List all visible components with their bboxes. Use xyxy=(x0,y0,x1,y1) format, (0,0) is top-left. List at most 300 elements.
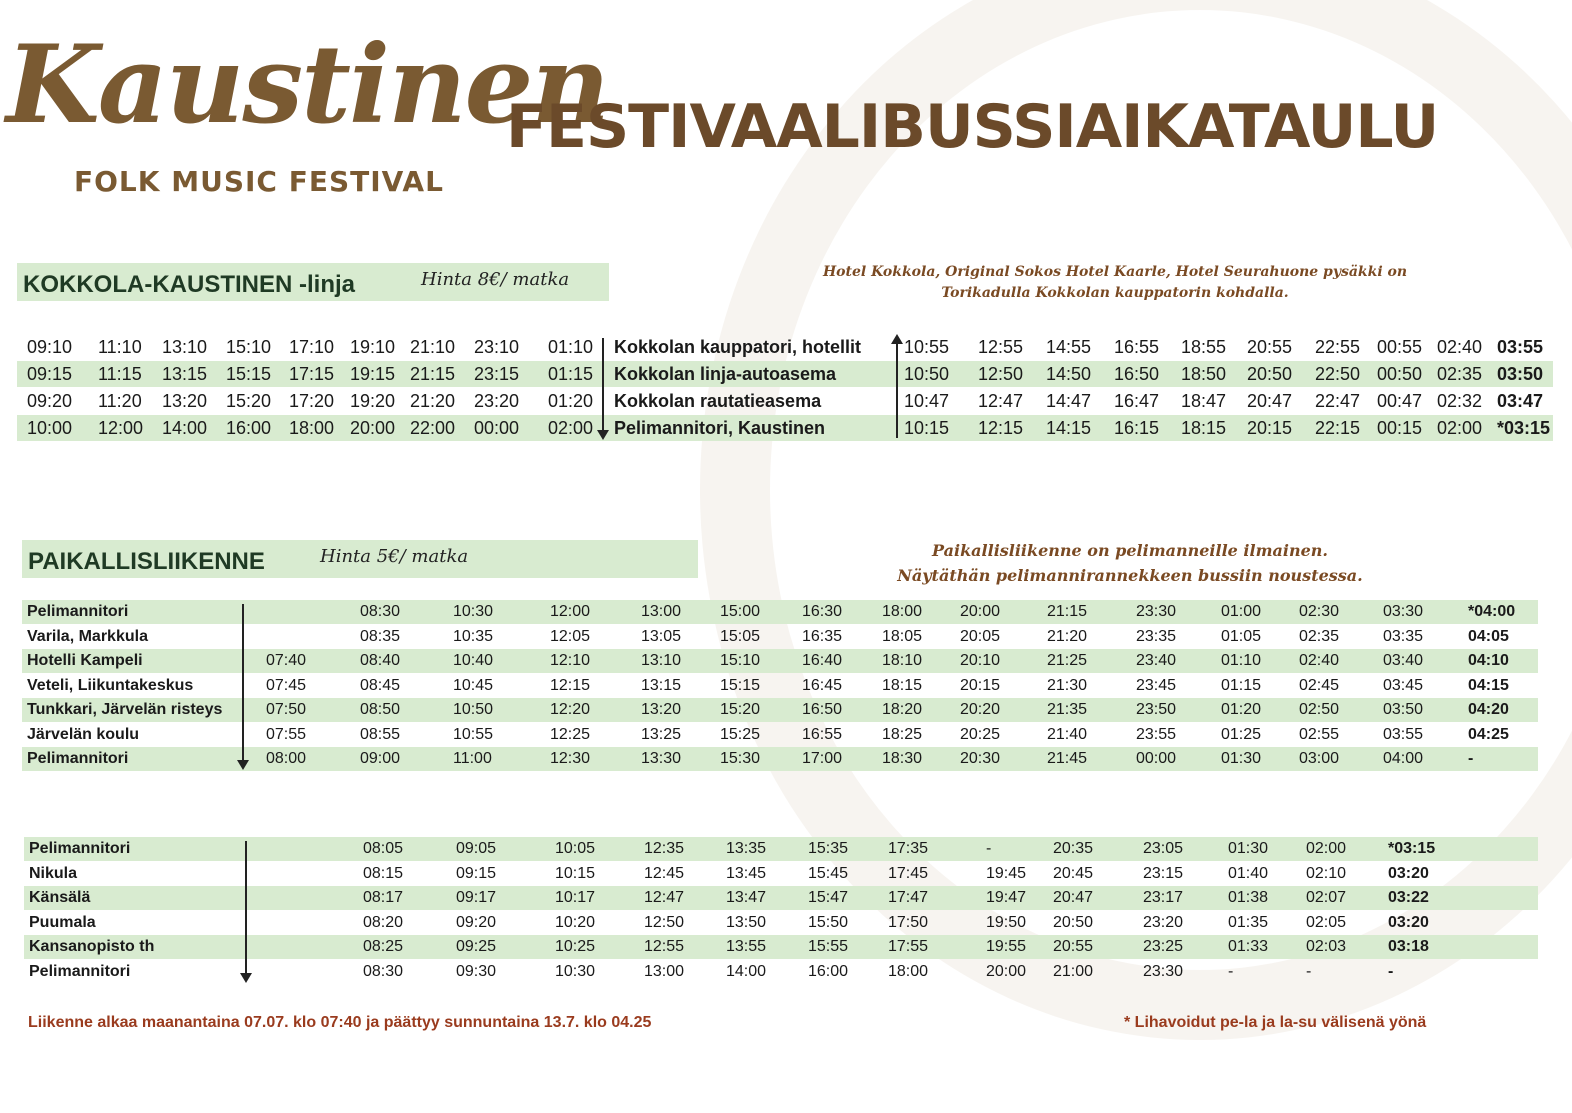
page-title: FESTIVAALIBUSSIAIKATAULU xyxy=(506,92,1439,162)
departure-time: 23:25 xyxy=(1143,938,1184,955)
departure-time: 21:35 xyxy=(1047,701,1088,718)
return-time: 16:15 xyxy=(1114,418,1160,438)
return-time: 16:55 xyxy=(1114,337,1160,357)
down-arrow-icon xyxy=(602,338,604,438)
departure-time: 14:00 xyxy=(726,962,767,980)
departure-time: 17:50 xyxy=(888,913,929,931)
departure-time: 15:15 xyxy=(720,676,761,694)
departure-time: 20:10 xyxy=(960,652,1001,669)
departure-time: 15:20 xyxy=(226,391,272,411)
departure-time: 20:05 xyxy=(960,627,1001,645)
departure-time: 08:15 xyxy=(363,864,404,882)
return-time: 03:47 xyxy=(1497,391,1544,411)
departure-time: 11:00 xyxy=(453,750,492,767)
departure-time: 04:25 xyxy=(1468,725,1509,743)
departure-time: 09:15 xyxy=(456,864,497,882)
departure-time: 01:20 xyxy=(1221,701,1262,718)
departure-time: 15:45 xyxy=(808,864,849,882)
departure-time: 03:20 xyxy=(1388,864,1429,882)
departure-time: 18:20 xyxy=(882,701,923,718)
local-row xyxy=(22,747,1538,771)
departure-time: 12:00 xyxy=(550,603,591,620)
departure-time: 23:35 xyxy=(1136,627,1177,645)
stop-name: Känsälä xyxy=(29,889,91,906)
departure-time: 03:35 xyxy=(1383,627,1424,645)
departure-time: 12:35 xyxy=(644,840,685,857)
departure-time: 01:35 xyxy=(1228,913,1269,931)
departure-time: 10:35 xyxy=(453,627,494,645)
departure-time: 01:33 xyxy=(1228,938,1269,955)
departure-time: 07:55 xyxy=(266,725,307,743)
stop-name: Hotelli Kampeli xyxy=(27,652,143,669)
departure-time: 10:45 xyxy=(453,676,494,694)
stop-name: Kokkolan linja-autoasema xyxy=(614,364,837,384)
logo-subtitle: FOLK MUSIC FESTIVAL xyxy=(74,165,444,198)
departure-time: 01:40 xyxy=(1228,864,1269,882)
departure-time: 09:17 xyxy=(456,889,497,906)
return-time: 03:50 xyxy=(1497,364,1544,384)
departure-time: 13:55 xyxy=(726,938,767,955)
departure-time: 23:20 xyxy=(1143,913,1184,931)
local-price: Hinta 5€/ matka xyxy=(320,546,469,567)
down-arrow-icon xyxy=(245,841,247,981)
departure-time: 19:20 xyxy=(350,391,396,411)
departure-time: 02:05 xyxy=(1306,913,1347,931)
departure-time: 23:40 xyxy=(1136,652,1177,669)
departure-time: 17:35 xyxy=(888,840,929,857)
departure-time: 13:35 xyxy=(726,840,767,857)
stop-name: Pelimannitori xyxy=(29,962,131,980)
departure-time: 01:20 xyxy=(548,391,594,411)
departure-time: 01:00 xyxy=(1221,603,1262,620)
departure-time: 21:15 xyxy=(1047,603,1088,620)
departure-time: 03:55 xyxy=(1383,725,1424,743)
departure-time: 03:22 xyxy=(1388,889,1429,906)
departure-time: 23:55 xyxy=(1136,725,1177,743)
departure-time: - xyxy=(1468,750,1474,767)
return-time: 14:50 xyxy=(1046,364,1092,384)
departure-time: 16:55 xyxy=(802,725,843,743)
departure-time: 17:00 xyxy=(802,750,843,767)
departure-time: 01:30 xyxy=(1228,840,1269,857)
departure-time: 18:30 xyxy=(882,750,923,767)
departure-time: 12:15 xyxy=(550,676,591,694)
departure-time: 20:50 xyxy=(1053,913,1094,931)
departure-time: 15:25 xyxy=(720,725,761,743)
departure-time: 03:20 xyxy=(1388,913,1429,931)
kokkola-stop-note xyxy=(790,262,1440,304)
departure-time: 23:15 xyxy=(474,364,520,384)
departure-time: 02:35 xyxy=(1299,627,1340,645)
return-time: 20:50 xyxy=(1247,364,1293,384)
departure-time: 18:05 xyxy=(882,627,923,645)
departure-time: 15:30 xyxy=(720,750,761,767)
return-time: 16:50 xyxy=(1114,364,1160,384)
stop-name: Nikula xyxy=(29,864,78,882)
return-time: 12:47 xyxy=(978,391,1024,411)
return-time: 10:47 xyxy=(904,391,950,411)
departure-time: 15:35 xyxy=(808,840,849,857)
departure-time: 17:15 xyxy=(289,364,335,384)
departure-time: 03:00 xyxy=(1299,750,1340,767)
return-time: 02:35 xyxy=(1437,364,1483,384)
departure-time: 12:50 xyxy=(644,913,685,931)
departure-time: 21:25 xyxy=(1047,652,1088,669)
return-time: 02:00 xyxy=(1437,418,1483,438)
departure-time: 13:45 xyxy=(726,864,767,882)
departure-time: 19:47 xyxy=(986,889,1027,906)
departure-time: 16:45 xyxy=(802,676,843,694)
departure-time: 18:15 xyxy=(882,676,923,694)
departure-time: 01:30 xyxy=(1221,750,1262,767)
return-time: 03:55 xyxy=(1497,337,1544,357)
stop-name: Järvelän koulu xyxy=(27,725,140,743)
departure-time: 16:35 xyxy=(802,627,843,645)
departure-time: 17:45 xyxy=(888,864,929,882)
departure-time: 20:20 xyxy=(960,701,1001,718)
departure-time: 10:50 xyxy=(453,701,494,718)
departure-time: 21:15 xyxy=(410,364,456,384)
departure-time: 23:15 xyxy=(1143,864,1184,882)
local-free-note xyxy=(830,538,1430,588)
return-time: 02:32 xyxy=(1437,391,1483,411)
departure-time: 02:55 xyxy=(1299,725,1340,743)
local-row xyxy=(22,674,1538,698)
departure-time: 10:25 xyxy=(555,938,596,955)
departure-time: 08:35 xyxy=(360,627,401,645)
departure-time: 12:45 xyxy=(644,864,685,882)
departure-time: 13:10 xyxy=(641,652,682,669)
departure-time: 18:00 xyxy=(289,418,335,438)
stop-name: Kansanopisto th xyxy=(29,938,155,955)
departure-time: 20:15 xyxy=(960,676,1001,694)
departure-time: 00:00 xyxy=(1136,750,1177,767)
departure-time: 03:30 xyxy=(1383,603,1424,620)
return-time: 18:55 xyxy=(1181,337,1227,357)
departure-time: 15:47 xyxy=(808,889,849,906)
departure-time: 21:20 xyxy=(410,391,456,411)
departure-time: 09:00 xyxy=(360,750,401,767)
return-time: 20:47 xyxy=(1247,391,1293,411)
departure-time: 01:25 xyxy=(1221,725,1262,743)
departure-time: 15:15 xyxy=(226,364,272,384)
stop-name: Pelimannitori xyxy=(29,840,131,857)
departure-time: 12:10 xyxy=(550,652,591,669)
departure-time: 09:15 xyxy=(27,364,73,384)
stop-name: Kokkolan rautatieasema xyxy=(614,391,822,411)
departure-time: 04:10 xyxy=(1468,652,1509,669)
departure-time: 16:30 xyxy=(802,603,843,620)
return-time: 18:15 xyxy=(1181,418,1227,438)
departure-time: 20:00 xyxy=(986,962,1027,980)
local-row xyxy=(24,862,1538,886)
kokkola-row xyxy=(17,388,1553,414)
departure-time: 21:30 xyxy=(1047,676,1088,694)
return-time: *03:15 xyxy=(1497,418,1551,438)
kokkola-section-title: KOKKOLA-KAUSTINEN -linja xyxy=(23,271,355,298)
departure-time: 01:10 xyxy=(548,337,594,357)
departure-time: 22:00 xyxy=(410,418,456,438)
departure-time: 13:00 xyxy=(644,962,685,980)
return-time: 12:55 xyxy=(978,337,1024,357)
departure-time: *04:00 xyxy=(1468,603,1516,620)
return-time: 12:50 xyxy=(978,364,1024,384)
departure-time: 14:00 xyxy=(162,418,208,438)
departure-time: 12:00 xyxy=(98,418,144,438)
stop-name: Veteli, Liikuntakeskus xyxy=(27,676,194,694)
departure-time: 15:10 xyxy=(720,652,761,669)
departure-time: 01:05 xyxy=(1221,627,1262,645)
departure-time: 09:30 xyxy=(456,962,497,980)
departure-time: 08:25 xyxy=(363,938,404,955)
departure-time: 02:00 xyxy=(548,418,594,438)
departure-time: 20:00 xyxy=(960,603,1001,620)
departure-time: 21:10 xyxy=(410,337,456,357)
departure-time: 19:45 xyxy=(986,864,1027,882)
return-time: 10:50 xyxy=(904,364,950,384)
departure-time: 01:15 xyxy=(1221,676,1262,694)
departure-time: 01:10 xyxy=(1221,652,1262,669)
local-row xyxy=(24,911,1538,935)
local-section-title: PAIKALLISLIIKENNE xyxy=(28,548,265,575)
departure-time: 10:15 xyxy=(555,864,596,882)
kokkola-note-line1: Hotel Kokkola, Original Sokos Hotel Kaarle, Hotel Seurahuone pysäkki on xyxy=(822,264,1408,280)
departure-time: 09:05 xyxy=(456,840,497,857)
departure-time: 02:00 xyxy=(1306,840,1347,857)
return-time: 18:47 xyxy=(1181,391,1227,411)
departure-time: 09:10 xyxy=(27,337,73,357)
departure-time: 10:00 xyxy=(27,418,73,438)
local-row xyxy=(22,625,1538,649)
return-time: 14:47 xyxy=(1046,391,1092,411)
return-time: 22:50 xyxy=(1315,364,1361,384)
departure-time: - xyxy=(1228,962,1234,980)
return-time: 22:47 xyxy=(1315,391,1361,411)
departure-time: 15:05 xyxy=(720,627,761,645)
departure-time: 15:10 xyxy=(226,337,272,357)
departure-time: 21:45 xyxy=(1047,750,1088,767)
departure-time: 03:40 xyxy=(1383,652,1424,669)
departure-time: - xyxy=(1388,962,1394,980)
departure-time: 07:40 xyxy=(266,652,307,669)
kokkola-row xyxy=(17,415,1553,441)
local-note-line2: Näytäthän pelimannirannekkeen bussiin noustessa. xyxy=(897,566,1363,585)
departure-time: 03:45 xyxy=(1383,676,1424,694)
departure-time: 08:00 xyxy=(266,750,307,767)
departure-time: 15:00 xyxy=(720,603,761,620)
departure-time: 10:20 xyxy=(555,913,596,931)
departure-time: 20:55 xyxy=(1053,938,1094,955)
departure-time: 08:55 xyxy=(360,725,401,743)
departure-time: 02:03 xyxy=(1306,938,1347,955)
stop-name: Tunkkari, Järvelän risteys xyxy=(27,701,223,718)
service-period-note: Liikenne alkaa maanantaina 07.07. klo 07:40 ja päättyy sunnuntaina 13.7. klo 04.25 xyxy=(28,1014,652,1031)
return-time: 20:15 xyxy=(1247,418,1293,438)
kokkola-row xyxy=(17,334,1553,360)
departure-time: 03:18 xyxy=(1388,938,1429,955)
departure-time: 13:05 xyxy=(641,627,682,645)
departure-time: 16:00 xyxy=(808,962,849,980)
stop-name: Kokkolan kauppatori, hotellit xyxy=(614,337,862,357)
departure-time: 02:07 xyxy=(1306,889,1347,906)
stop-name: Puumala xyxy=(29,913,96,931)
departure-time: 18:00 xyxy=(888,962,929,980)
departure-time: 10:05 xyxy=(555,840,596,857)
departure-time: 04:20 xyxy=(1468,701,1509,718)
departure-time: 19:15 xyxy=(350,364,396,384)
local-row xyxy=(22,649,1538,673)
local-row xyxy=(22,698,1538,722)
departure-time: - xyxy=(986,840,992,857)
departure-time: 13:00 xyxy=(641,603,682,620)
departure-time: 23:10 xyxy=(474,337,520,357)
return-time: 00:47 xyxy=(1377,391,1423,411)
departure-time: 08:40 xyxy=(360,652,401,669)
departure-time: 11:20 xyxy=(98,391,142,411)
departure-time: 12:55 xyxy=(644,938,685,955)
departure-time: 10:17 xyxy=(555,889,596,906)
departure-time: 16:50 xyxy=(802,701,843,718)
departure-time: 02:10 xyxy=(1306,864,1347,882)
departure-time: 19:50 xyxy=(986,913,1027,931)
departure-time: 23:30 xyxy=(1136,603,1177,620)
departure-time: 18:00 xyxy=(882,603,923,620)
return-time: 10:15 xyxy=(904,418,950,438)
local-row xyxy=(22,723,1538,747)
logo-script: Kaustinen xyxy=(6,22,608,148)
departure-time: 03:50 xyxy=(1383,701,1424,718)
departure-time: 18:10 xyxy=(882,652,923,669)
departure-time: 07:45 xyxy=(266,676,307,694)
kokkola-note-line2: Torikadulla Kokkolan kauppatorin kohdalla. xyxy=(941,285,1289,301)
departure-time: 10:30 xyxy=(453,603,494,620)
return-time: 22:55 xyxy=(1315,337,1361,357)
return-time: 14:15 xyxy=(1046,418,1092,438)
departure-time: 12:05 xyxy=(550,627,591,645)
departure-time: 15:20 xyxy=(720,701,761,718)
departure-time: 10:40 xyxy=(453,652,494,669)
departure-time: 18:25 xyxy=(882,725,923,743)
departure-time: 04:00 xyxy=(1383,750,1424,767)
departure-time: 04:05 xyxy=(1468,627,1509,645)
departure-time: 17:55 xyxy=(888,938,929,955)
departure-time: 01:15 xyxy=(548,364,594,384)
departure-time: 21:40 xyxy=(1047,725,1088,743)
stop-name: Pelimannitori xyxy=(27,603,129,620)
departure-time: 13:20 xyxy=(162,391,208,411)
departure-time: 08:50 xyxy=(360,701,401,718)
departure-time: 04:15 xyxy=(1468,676,1509,694)
departure-time: 13:50 xyxy=(726,913,767,931)
local-section-header xyxy=(22,540,698,578)
departure-time: 15:55 xyxy=(808,938,849,955)
departure-time: 23:17 xyxy=(1143,889,1184,906)
local-row xyxy=(22,600,1538,624)
departure-time: - xyxy=(1306,962,1312,980)
departure-time: 02:50 xyxy=(1299,701,1340,718)
departure-time: 13:47 xyxy=(726,889,767,906)
departure-time: 17:10 xyxy=(289,337,335,357)
departure-time: 09:25 xyxy=(456,938,497,955)
departure-time: 00:00 xyxy=(474,418,520,438)
local-row xyxy=(24,886,1538,910)
departure-time: 23:30 xyxy=(1143,962,1184,980)
departure-time: 08:45 xyxy=(360,676,401,694)
departure-time: 23:45 xyxy=(1136,676,1177,694)
down-arrow-icon xyxy=(242,604,244,768)
departure-time: 13:30 xyxy=(641,750,682,767)
local-note-line1: Paikallisliikenne on pelimanneille ilmainen. xyxy=(932,541,1328,560)
return-time: 00:50 xyxy=(1377,364,1423,384)
departure-time: 20:45 xyxy=(1053,864,1094,882)
departure-time: 21:00 xyxy=(1053,962,1094,980)
return-time: 14:55 xyxy=(1046,337,1092,357)
stop-name: Pelimannitori, Kaustinen xyxy=(614,418,826,438)
departure-time: 20:35 xyxy=(1053,840,1094,857)
departure-time: 07:50 xyxy=(266,701,307,718)
departure-time: 15:50 xyxy=(808,913,849,931)
departure-time: 11:15 xyxy=(98,364,142,384)
return-time: 00:15 xyxy=(1377,418,1423,438)
departure-time: 16:00 xyxy=(226,418,272,438)
departure-time: 08:30 xyxy=(363,962,404,980)
stop-name: Pelimannitori xyxy=(27,750,129,767)
departure-time: 19:55 xyxy=(986,938,1027,955)
departure-time: 08:05 xyxy=(363,840,404,857)
departure-time: 16:40 xyxy=(802,652,843,669)
departure-time: 19:10 xyxy=(350,337,396,357)
departure-time: 13:25 xyxy=(641,725,682,743)
departure-time: 13:15 xyxy=(162,364,208,384)
departure-time: 02:30 xyxy=(1299,603,1340,620)
kokkola-price: Hinta 8€/ matka xyxy=(421,269,570,290)
return-time: 02:40 xyxy=(1437,337,1483,357)
return-time: 16:47 xyxy=(1114,391,1160,411)
departure-time: 09:20 xyxy=(456,913,497,931)
departure-time: 20:47 xyxy=(1053,889,1094,906)
local-row xyxy=(24,935,1538,959)
local-row xyxy=(24,837,1538,861)
departure-time: 11:10 xyxy=(98,337,142,357)
departure-time: 02:45 xyxy=(1299,676,1340,694)
departure-time: 23:20 xyxy=(474,391,520,411)
departure-time: 23:05 xyxy=(1143,840,1184,857)
up-arrow-icon xyxy=(896,336,898,438)
return-time: 12:15 xyxy=(978,418,1024,438)
departure-time: 01:38 xyxy=(1228,889,1269,906)
departure-time: 12:47 xyxy=(644,889,685,906)
departure-time: 08:20 xyxy=(363,913,404,931)
kokkola-section-header xyxy=(17,263,609,301)
return-time: 22:15 xyxy=(1315,418,1361,438)
departure-time: 12:20 xyxy=(550,701,591,718)
departure-time: 23:50 xyxy=(1136,701,1177,718)
departure-time: 08:30 xyxy=(360,603,401,620)
kokkola-row xyxy=(17,361,1553,387)
departure-time: 21:20 xyxy=(1047,627,1088,645)
departure-time: 02:40 xyxy=(1299,652,1340,669)
departure-time: 17:20 xyxy=(289,391,335,411)
departure-time: 17:47 xyxy=(888,889,929,906)
departure-time: 13:10 xyxy=(162,337,208,357)
departure-time: 13:15 xyxy=(641,676,682,694)
departure-time: 12:30 xyxy=(550,750,591,767)
departure-time: 10:30 xyxy=(555,962,596,980)
departure-time: 13:20 xyxy=(641,701,682,718)
departure-time: 20:30 xyxy=(960,750,1001,767)
return-time: 20:55 xyxy=(1247,337,1293,357)
return-time: 18:50 xyxy=(1181,364,1227,384)
